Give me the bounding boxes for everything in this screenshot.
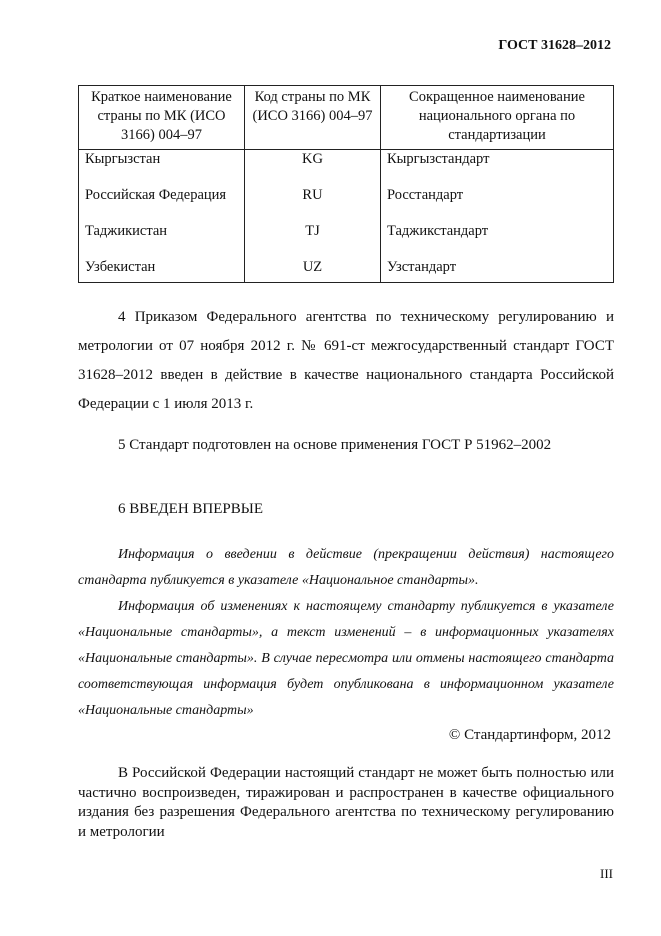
table-row [79,258,614,283]
table-row [79,150,614,187]
country-codes-table [78,85,614,283]
column-header-standards-body: Сокращенное наименование национального органа по стандартизации [381,86,614,150]
country-name: Российская Федерация [79,186,245,222]
table-header-row [79,86,614,150]
info-paragraph-2: Информация об изменениях к настоящему стандарту публикуется в указателе «Национальные стандарты», а текст изменений – в информационных указателях «Национальные стандарты». В случае пересмотра или отмены настоящего стандарта соответствующая информация будет опубликована в информационном указателе «Национальные стандарты» [78,599,614,718]
paragraph-6: 6 ВВЕДЕН ВПЕРВЫЕ [118,501,263,517]
column-header-code: Код страны по МК (ИСО 3166) 004–97 [245,86,381,150]
info-paragraph-1: Информация о введении в действие (прекращении действия) настоящего стандарта публикуется в указателе «Национальное стандарты». [78,547,614,588]
document-header: ГОСТ 31628–2012 [498,38,611,53]
standards-body: Узстандарт [381,258,614,283]
country-name: Кыргызстан [79,150,245,187]
country-code: KG [245,150,381,187]
table-row [79,186,614,222]
standards-body: Росстандарт [381,186,614,222]
table-row [79,222,614,258]
country-code: RU [245,186,381,222]
country-code: UZ [245,258,381,283]
standards-body: Кыргызстандарт [381,150,614,187]
page-number: III [600,866,613,881]
column-header-country: Краткое наименование страны по МК (ИСО 3166) 004–97 [79,86,245,150]
country-name: Узбекистан [79,258,245,283]
paragraph-5: 5 Стандарт подготовлен на основе применения ГОСТ Р 51962–2002 [118,437,552,453]
copyright: © Стандартинформ, 2012 [448,727,611,743]
paragraph-4: 4 Приказом Федерального агентства по техническому регулированию и метрологии от 07 ноября 2012 г. № 691-ст межгосударственный стандарт ГОСТ 31628–2012 введен в действие в качестве национального стандарта Российской Федерации с 1 июля 2013 г. [78,309,614,412]
country-name: Таджикистан [79,222,245,258]
standards-body: Таджикстандарт [381,222,614,258]
reproduction-notice: В Российской Федерации настоящий стандарт не может быть полностью или частично воспроизведен, тиражирован и распространен в качестве официального издания без разрешения Федерального агентства по техническому регулированию и метрологии [78,765,614,840]
country-code: TJ [245,222,381,258]
